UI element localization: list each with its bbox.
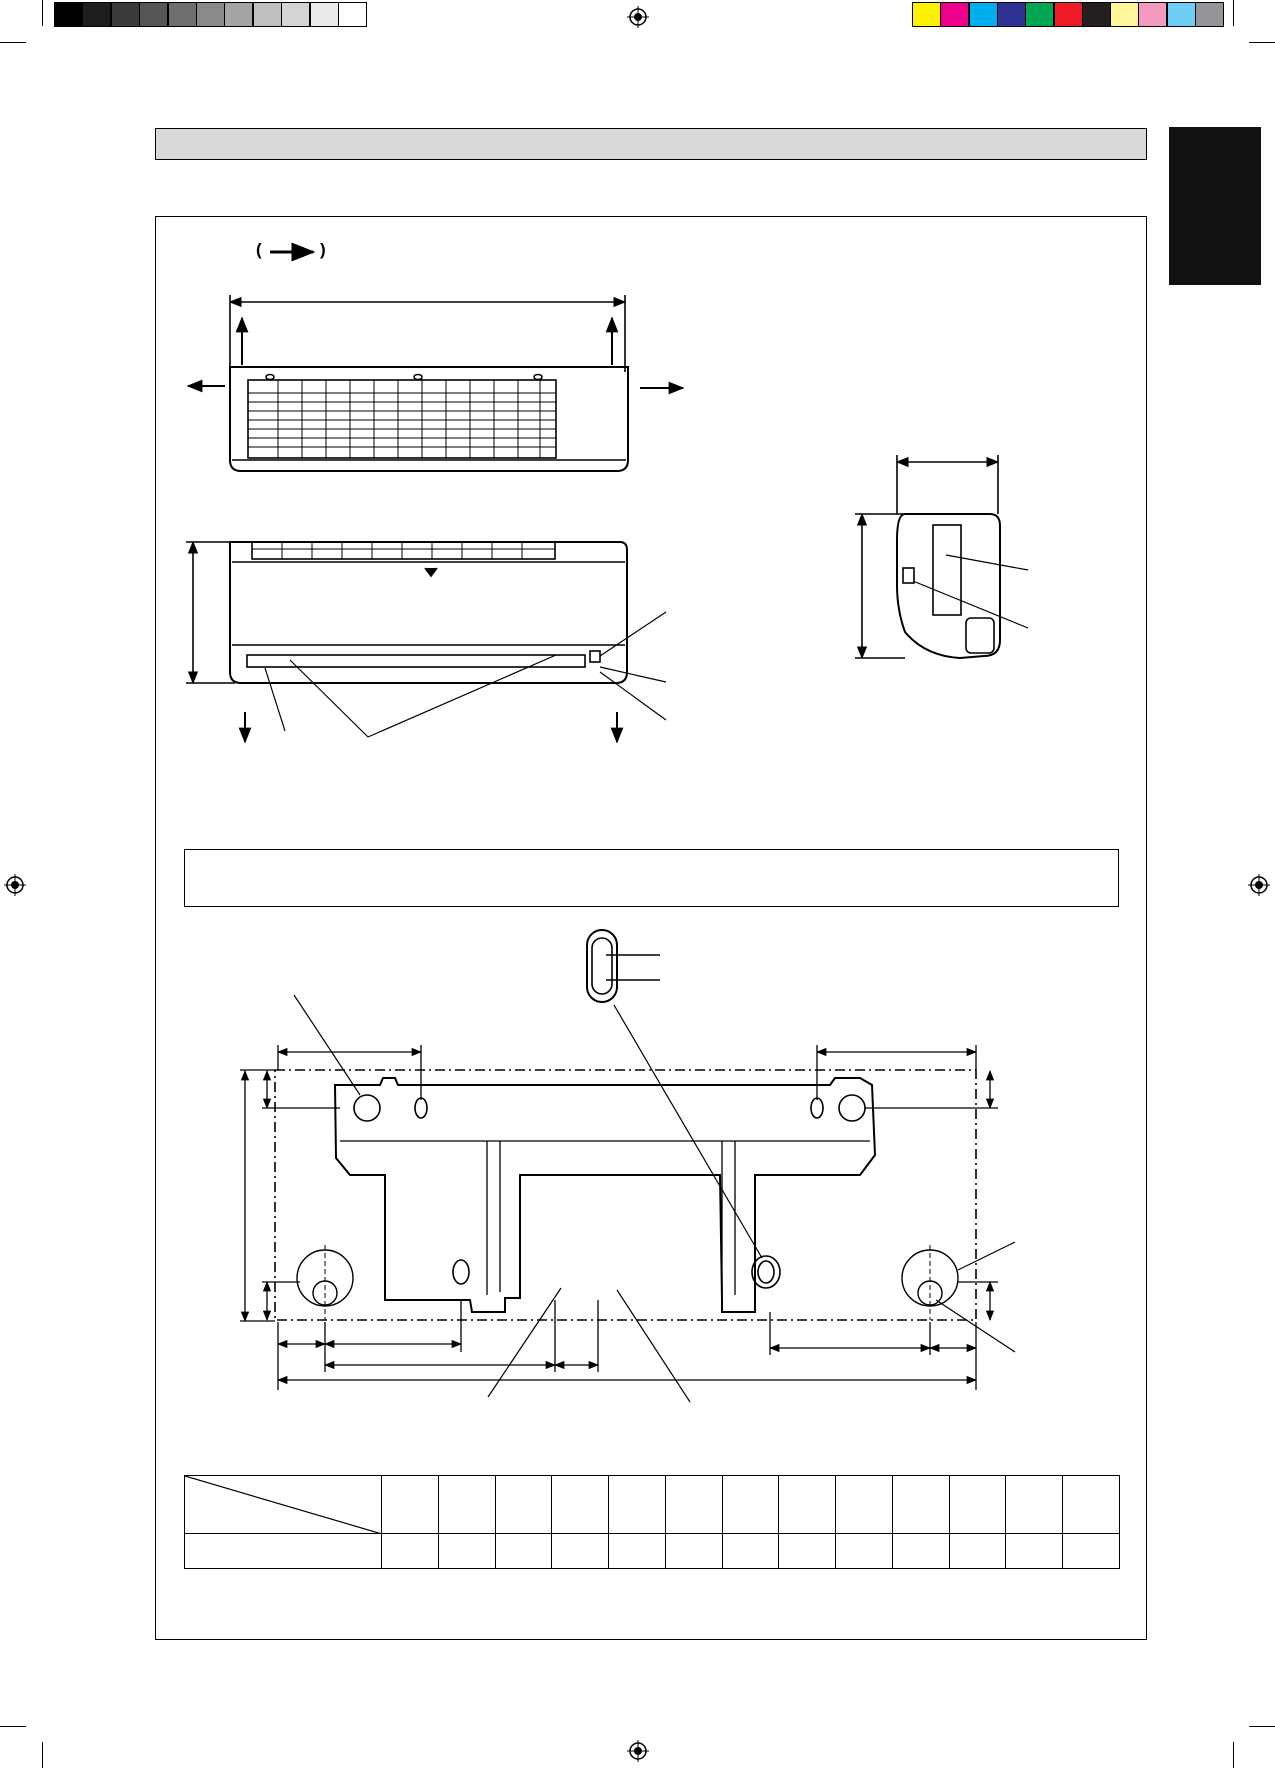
gray-swatch [253,2,282,27]
gray-swatch [310,2,339,27]
table-cell [722,1534,779,1569]
table-cell [892,1534,949,1569]
table-cell [665,1534,722,1569]
table-cell [495,1534,552,1569]
table-row [185,1534,1120,1569]
registration-mark-icon [627,1740,649,1762]
crop-mark [0,1726,26,1727]
table-cell [949,1534,1006,1569]
table-cell [382,1476,439,1534]
table-corner-cell [185,1476,382,1534]
gray-swatch [54,2,83,27]
color-swatch [1138,2,1167,27]
table-cell [836,1476,893,1534]
gray-swatch [224,2,253,27]
airflow-legend-close-paren: ) [320,240,326,259]
registration-mark-icon [4,874,26,896]
content-frame [155,216,1147,1640]
table-cell [1063,1534,1120,1569]
gray-swatch [281,2,310,27]
color-swatch [1195,2,1224,27]
table-cell [665,1476,722,1534]
section-title-bar [155,128,1147,160]
table-row-label [185,1534,382,1569]
dimension-table [184,1475,1120,1569]
table-cell [1006,1476,1063,1534]
table-cell [779,1534,836,1569]
note-box [184,849,1119,907]
table-cell [1006,1534,1063,1569]
gray-swatch [338,2,367,27]
gray-swatch [168,2,197,27]
diagonal-divider [185,1476,382,1534]
color-swatch [940,2,969,27]
table-cell [438,1476,495,1534]
airflow-legend-open-paren: ( [256,240,262,259]
color-swatch [1025,2,1054,27]
table-cell [552,1476,609,1534]
crop-mark [42,0,43,26]
table-cell [438,1534,495,1569]
table-cell [552,1534,609,1569]
color-swatch [912,2,941,27]
table-cell [722,1476,779,1534]
crop-mark [1233,0,1234,26]
color-swatch [969,2,998,27]
crop-mark [1249,1726,1275,1727]
color-swatch [1110,2,1139,27]
color-swatch [1167,2,1196,27]
language-tab [1169,127,1261,285]
gray-swatch [111,2,140,27]
table-cell [609,1534,666,1569]
gray-swatch [196,2,225,27]
crop-mark [0,42,26,43]
table-cell [609,1476,666,1534]
table-cell [495,1476,552,1534]
color-swatch [1054,2,1083,27]
table-cell [779,1476,836,1534]
table-row [185,1476,1120,1534]
color-swatch [1082,2,1111,27]
table-cell [892,1476,949,1534]
gray-swatch [82,2,111,27]
crop-mark [1249,42,1275,43]
table-cell [949,1476,1006,1534]
table-cell [382,1534,439,1569]
registration-mark-icon [1248,874,1270,896]
table-cell [836,1534,893,1569]
registration-mark-icon [627,6,649,28]
gray-swatch [139,2,168,27]
crop-mark [42,1742,43,1768]
table-cell [1063,1476,1120,1534]
crop-mark [1233,1742,1234,1768]
color-swatch [997,2,1026,27]
